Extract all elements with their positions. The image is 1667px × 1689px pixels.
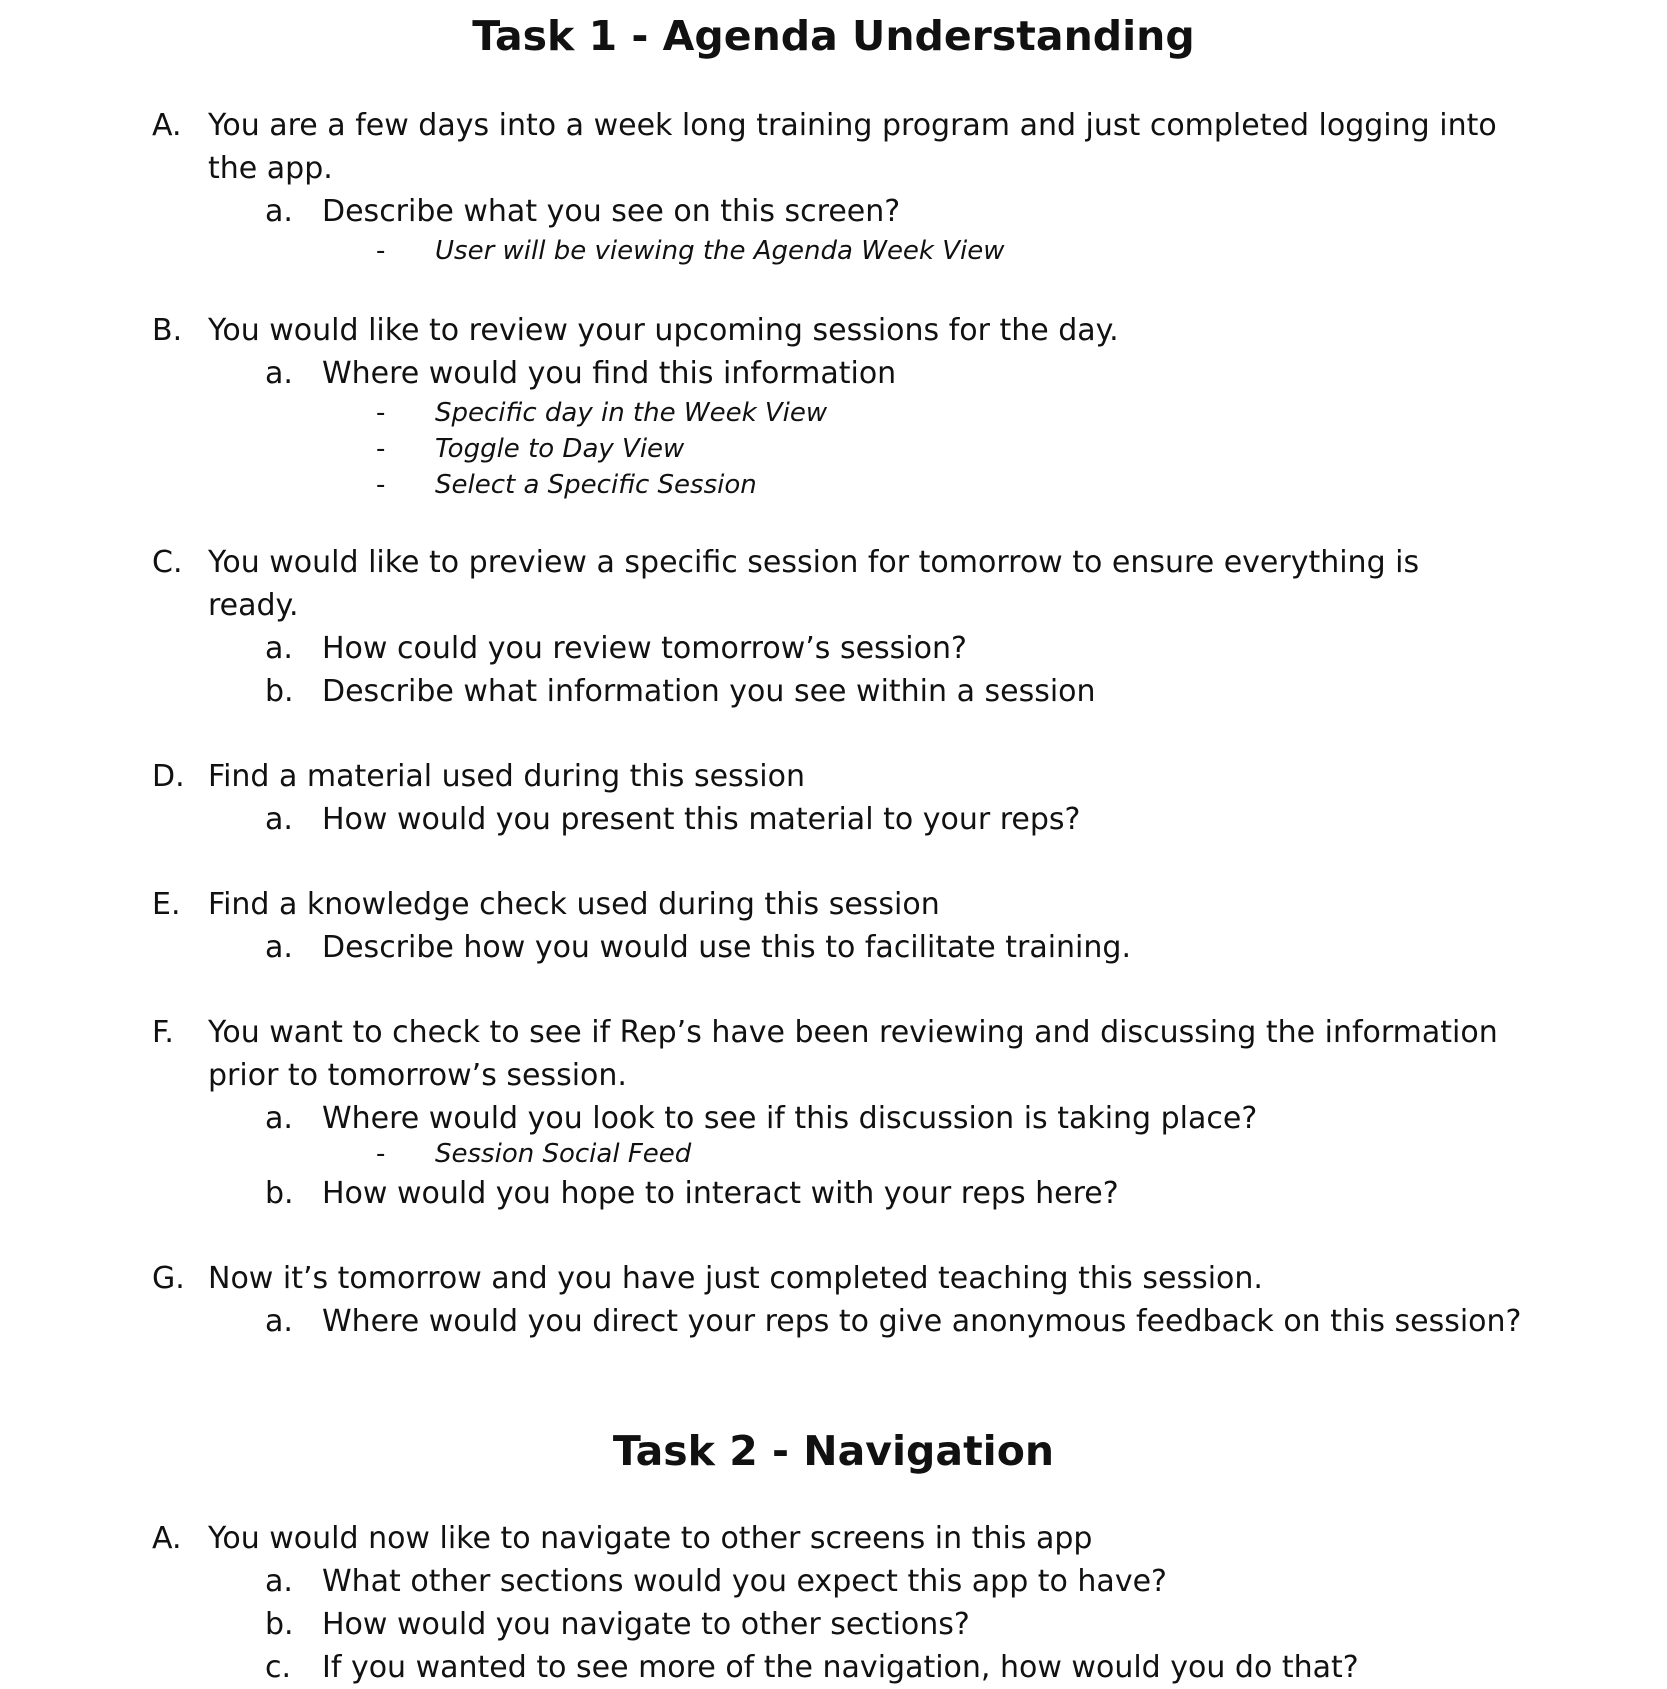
item-text: Find a knowledge check used during this session: [208, 887, 940, 922]
sub-text: Where would you look to see if this discussion is taking place?: [322, 1101, 1258, 1136]
item-letter: B.: [152, 313, 183, 348]
item-text: You are a few days into a week long training program and just completed logging into: [208, 108, 1497, 143]
sub-letter: a.: [265, 356, 293, 391]
item-letter: E.: [152, 887, 181, 922]
sub-text: Describe how you would use this to facilitate training.: [322, 930, 1131, 965]
note-text: Select a Specific Session: [435, 470, 757, 500]
item-text: Now it’s tomorrow and you have just completed teaching this session.: [208, 1261, 1263, 1296]
item-letter: G.: [152, 1261, 185, 1296]
item-text: prior to tomorrow’s session.: [208, 1058, 627, 1093]
dash-bullet: -: [376, 434, 386, 464]
sub-letter: a.: [265, 631, 293, 666]
item-letter: D.: [152, 759, 185, 794]
item-letter: F.: [152, 1015, 174, 1050]
sub-letter: b.: [265, 1607, 294, 1642]
dash-bullet: -: [376, 470, 386, 500]
dash-bullet: -: [376, 236, 386, 266]
sub-letter: c.: [265, 1650, 292, 1685]
note-text: Specific day in the Week View: [435, 398, 828, 428]
sub-text: Describe what information you see within a session: [322, 674, 1096, 709]
sub-letter: b.: [265, 1176, 294, 1211]
dash-bullet: -: [376, 398, 386, 428]
task2-title: Task 2 - Navigation: [612, 1427, 1055, 1475]
task1-title: Task 1 - Agenda Understanding: [472, 12, 1195, 60]
note-text: Toggle to Day View: [435, 434, 685, 464]
sub-text: If you wanted to see more of the navigation, how would you do that?: [322, 1650, 1359, 1685]
sub-letter: a.: [265, 194, 293, 229]
sub-letter: b.: [265, 674, 294, 709]
item-text: You want to check to see if Rep’s have been reviewing and discussing the information: [208, 1015, 1498, 1050]
sub-letter: a.: [265, 930, 293, 965]
note-text: Session Social Feed: [435, 1139, 692, 1169]
item-letter: A.: [152, 1521, 182, 1556]
item-text: You would like to review your upcoming sessions for the day.: [208, 313, 1119, 348]
sub-letter: a.: [265, 1304, 293, 1339]
item-text: You would like to preview a specific session for tomorrow to ensure everything is: [208, 545, 1420, 580]
item-letter: A.: [152, 108, 182, 143]
sub-text: What other sections would you expect this app to have?: [322, 1564, 1167, 1599]
item-text: ready.: [208, 588, 299, 623]
dash-bullet: -: [376, 1139, 386, 1169]
item-letter: C.: [152, 545, 183, 580]
sub-text: Describe what you see on this screen?: [322, 194, 901, 229]
item-text: Find a material used during this session: [208, 759, 805, 794]
sub-text: Where would you direct your reps to give anonymous feedback on this session?: [322, 1304, 1522, 1339]
sub-letter: a.: [265, 1564, 293, 1599]
sub-text: Where would you find this information: [322, 356, 897, 391]
sub-letter: a.: [265, 1101, 293, 1136]
item-text: You would now like to navigate to other screens in this app: [208, 1521, 1093, 1556]
note-text: User will be viewing the Agenda Week View: [435, 236, 1005, 266]
sub-text: How would you hope to interact with your reps here?: [322, 1176, 1119, 1211]
item-text: the app.: [208, 151, 333, 186]
sub-text: How would you present this material to your reps?: [322, 802, 1081, 837]
sub-text: How would you navigate to other sections?: [322, 1607, 970, 1642]
sub-text: How could you review tomorrow’s session?: [322, 631, 967, 666]
sub-letter: a.: [265, 802, 293, 837]
